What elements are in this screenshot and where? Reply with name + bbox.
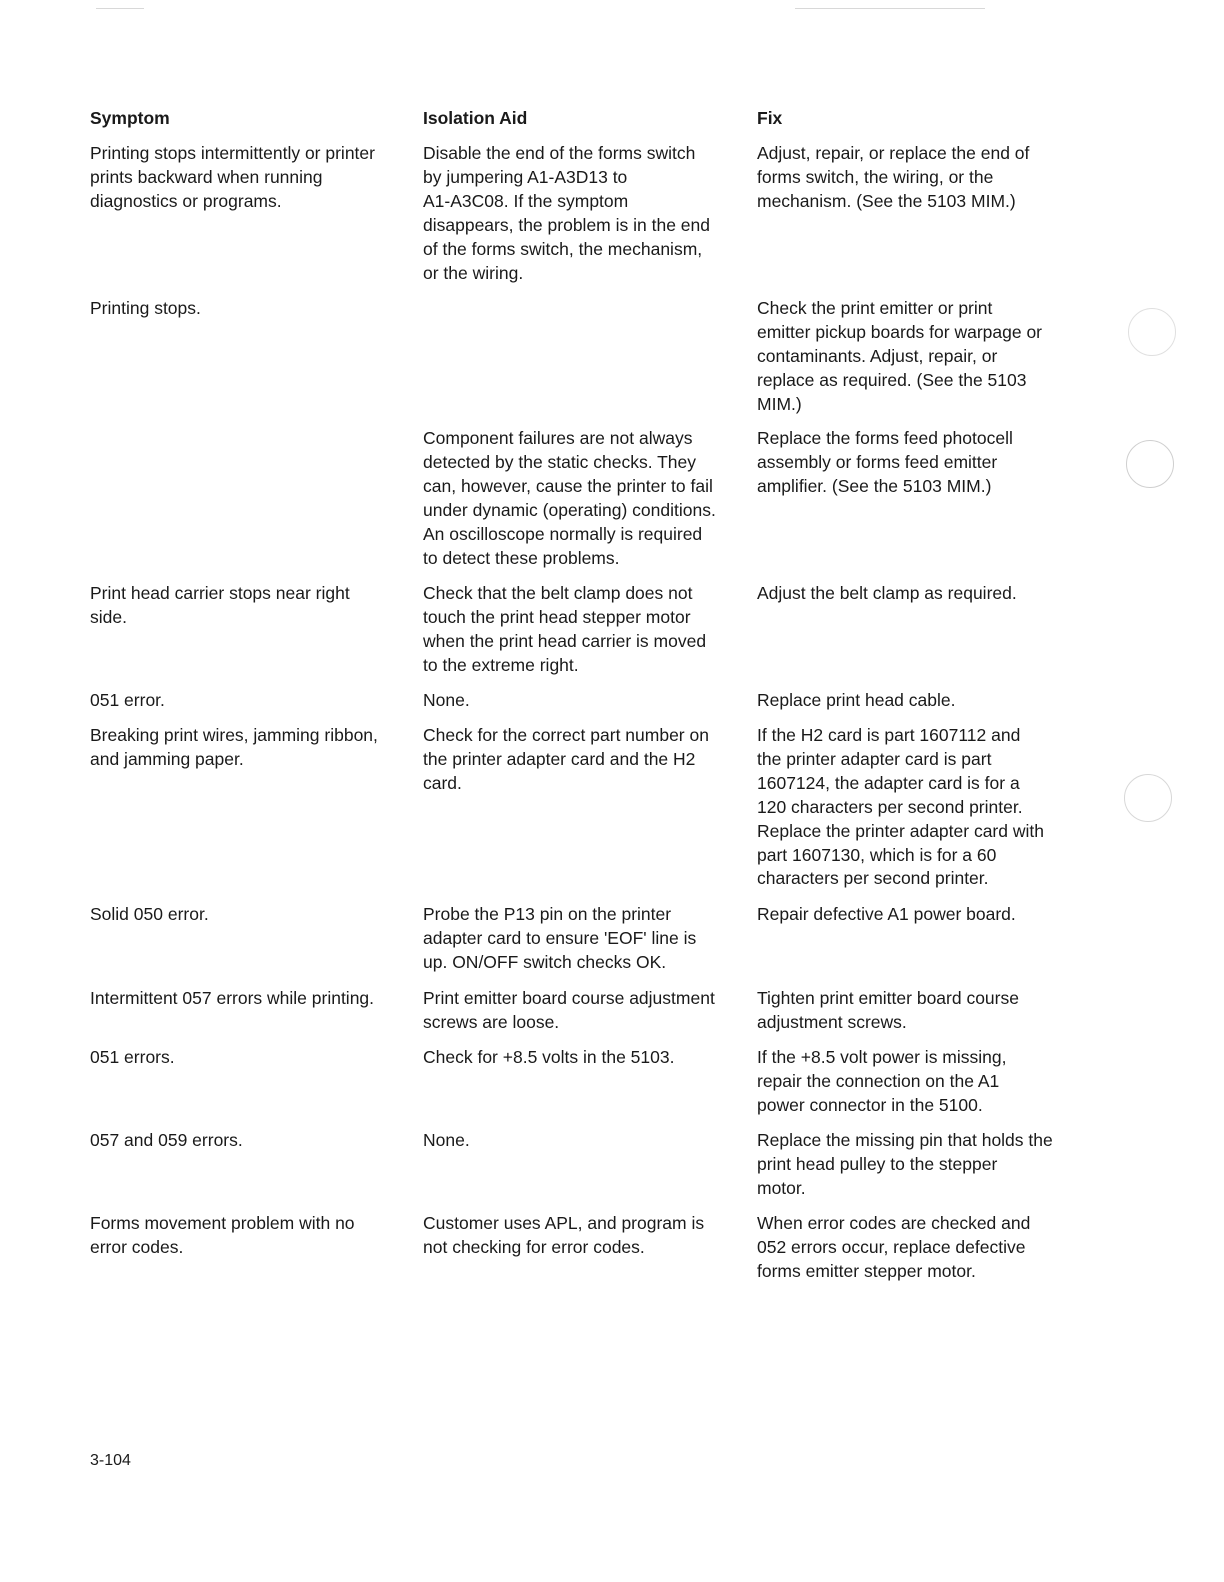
fix-cell: Replace the missing pin that holds the print head pulley to the stepper motor. xyxy=(757,1130,1053,1198)
symptom-cell: Forms movement problem with no error codes. xyxy=(90,1213,355,1257)
fix-cell: Adjust, repair, or replace the end of forms switch, the wiring, or the mechanism. (See the 5103 MIM.) xyxy=(757,143,1030,211)
table-header xyxy=(0,106,1224,132)
symptom-cell: Printing stops intermittently or printer prints backward when running diagnostics or programs. xyxy=(90,143,375,211)
binder-hole-mark xyxy=(1124,774,1172,822)
isolation-aid-cell: None. xyxy=(423,1130,470,1150)
fix-cell: Repair defective A1 power board. xyxy=(757,904,1016,924)
fix-cell: Replace print head cable. xyxy=(757,690,956,710)
isolation-aid-cell: Check for the correct part number on the printer adapter card and the H2 card. xyxy=(423,725,709,793)
symptom-cell: Print head carrier stops near right side. xyxy=(90,583,350,627)
fix-cell: Replace the forms feed photocell assembly or forms feed emitter amplifier. (See the 5103 MIM.) xyxy=(757,428,1013,496)
fix-cell: If the H2 card is part 1607112 and the printer adapter card is part 1607124, the adapter card is for a 120 characters per second printer. Replace the printer adapter card with part 1607130, which is for a 60 characters per second printer. xyxy=(757,725,1044,889)
isolation-aid-cell: Check for +8.5 volts in the 5103. xyxy=(423,1047,675,1067)
symptom-cell: 051 errors. xyxy=(90,1047,175,1067)
fix-cell: Check the print emitter or print emitter pickup boards for warpage or contaminants. Adjust, repair, or replace as required. (See the 5103 MIM.) xyxy=(757,298,1042,414)
isolation-aid-cell: Customer uses APL, and program is not checking for error codes. xyxy=(423,1213,705,1257)
scan-artifact-rule xyxy=(96,8,144,9)
isolation-aid-cell: Check that the belt clamp does not touch the print head stepper motor when the print head carrier is moved to the extreme right. xyxy=(423,583,707,675)
symptom-cell: 057 and 059 errors. xyxy=(90,1130,243,1150)
binder-hole-mark xyxy=(1126,440,1174,488)
symptom-column-header: Symptom xyxy=(90,108,170,128)
isolation-aid-cell: Print emitter board course adjustment screws are loose. xyxy=(423,988,715,1032)
symptom-cell: Solid 050 error. xyxy=(90,904,209,924)
fix-cell: When error codes are checked and 052 errors occur, replace defective forms emitter stepper motor. xyxy=(757,1213,1031,1281)
fix-cell: Tighten print emitter board course adjustment screws. xyxy=(757,988,1019,1032)
isolation-aid-cell: Disable the end of the forms switch by jumpering A1-A3D13 to A1-A3C08. If the symptom disappears, the problem is in the end of the forms switch, the mechanism, or the wiring. xyxy=(423,143,710,283)
isolation-aid-cell: None. xyxy=(423,690,470,710)
symptom-cell: Breaking print wires, jamming ribbon, and jamming paper. xyxy=(90,725,378,769)
fix-cell: Adjust the belt clamp as required. xyxy=(757,583,1017,603)
isolation-aid-cell: Component failures are not always detected by the static checks. They can, however, cause the printer to fail under dynamic (operating) conditions. An oscilloscope normally is required to detect these problems. xyxy=(423,428,716,568)
isolation-aid-cell: Probe the P13 pin on the printer adapter card to ensure 'EOF' line is up. ON/OFF switch checks OK. xyxy=(423,904,697,972)
symptom-cell: Intermittent 057 errors while printing. xyxy=(90,988,375,1008)
symptom-cell: Printing stops. xyxy=(90,298,201,318)
symptom-cell: 051 error. xyxy=(90,690,165,710)
fix-cell: If the +8.5 volt power is missing, repair the connection on the A1 power connector in the 5100. xyxy=(757,1047,1007,1115)
isolation-aid-column-header: Isolation Aid xyxy=(423,108,528,128)
scan-artifact-rule xyxy=(795,8,985,9)
fix-column-header: Fix xyxy=(757,108,783,128)
binder-hole-mark xyxy=(1128,308,1176,356)
page-number: 3-104 xyxy=(90,1452,131,1469)
